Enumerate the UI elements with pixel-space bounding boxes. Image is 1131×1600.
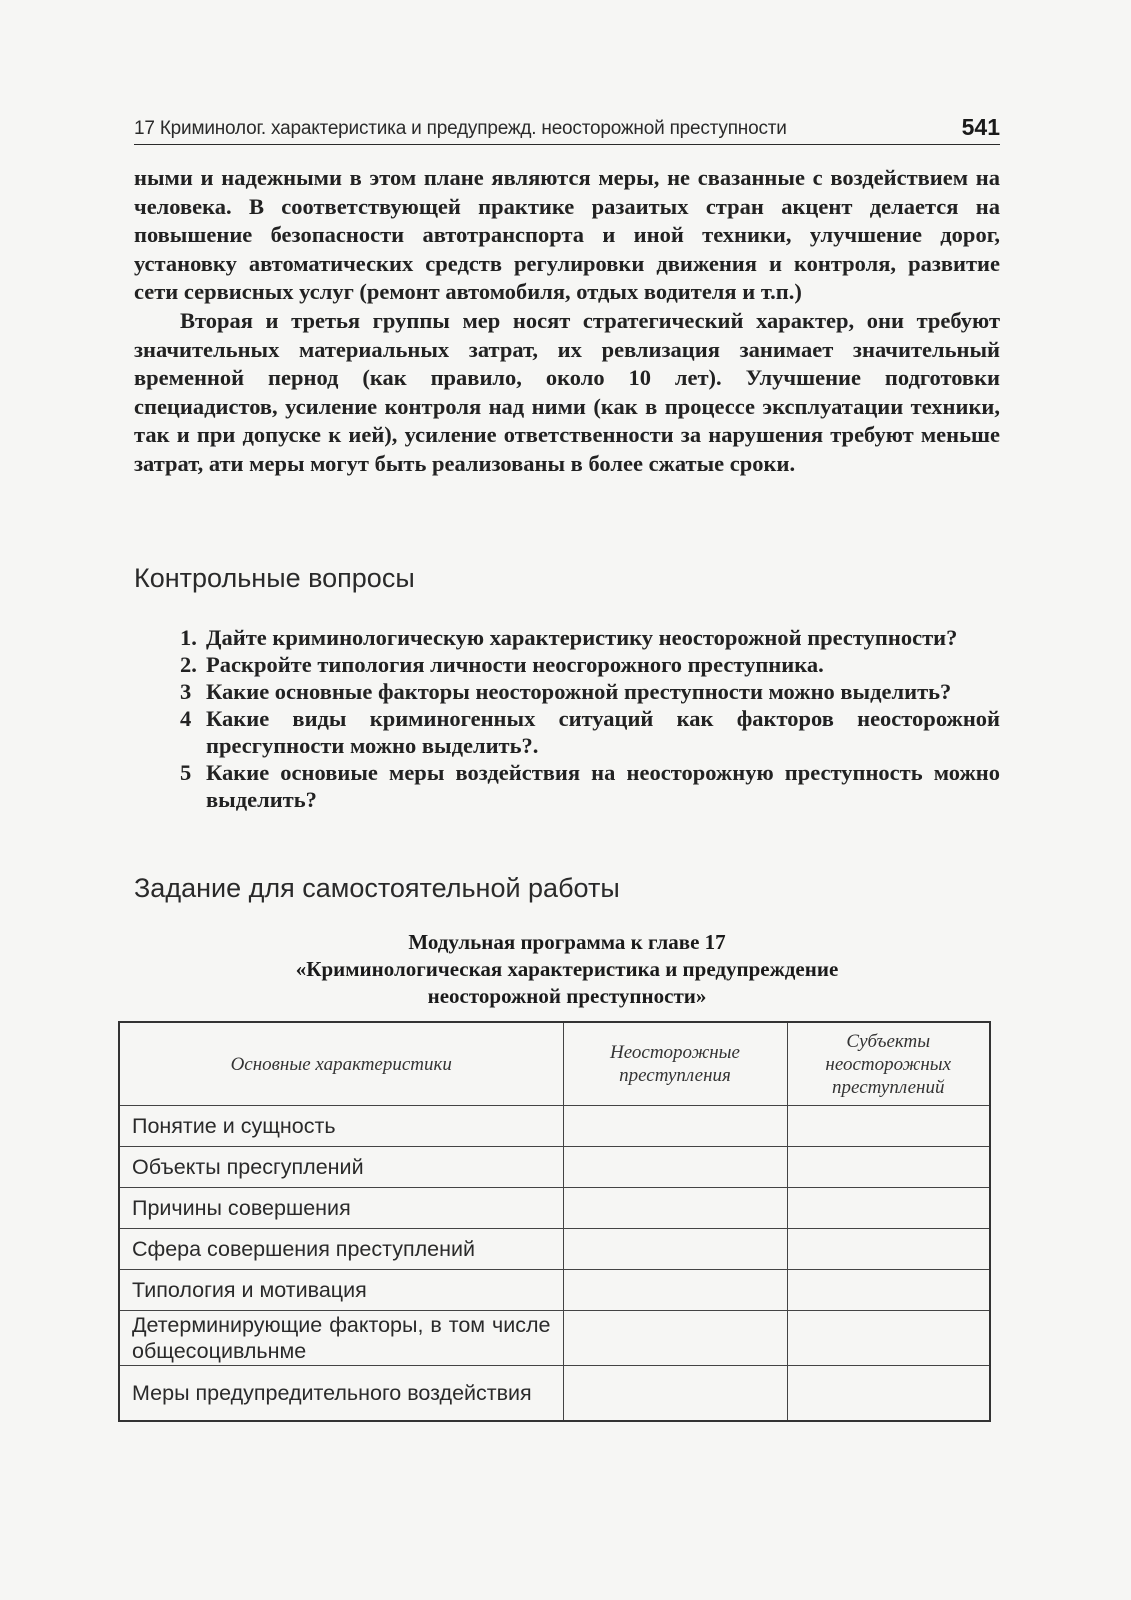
running-head	[134, 110, 1000, 145]
program-title-line: «Криминологическая характеристика и предупреждение	[295, 957, 839, 981]
program-title-line: Модульная программа к главе 17	[408, 930, 726, 954]
section-heading-assignment: Задание для самостоятельной работы	[134, 873, 620, 903]
program-title-line: неосторожной преступности»	[427, 984, 707, 1008]
empty-cell	[787, 1366, 990, 1422]
row-label: Причины совершения	[119, 1188, 563, 1229]
empty-cell	[563, 1366, 787, 1422]
paragraph: Вторая и третья группы мер носят стратегический характер, они требуют значительных материальных затрат, их ревлизация занимает значительный временной пернод (как правило, около 10 лет). Улучшение подготовки специадистов, усиление контроля над ними (как в процессе эксплуатации техники, так и при допуске к ией), усиление ответственности за нарушения требуют меньше затрат, ати меры могут быть реализованы в более сжатые сроки.	[134, 307, 1000, 476]
running-title: 17 Криминолог. характеристика и предупрежд. неосторожной преступности	[134, 118, 787, 139]
row-label: Детерминирующие факторы, в том числе общесоцивльнме	[119, 1311, 563, 1366]
table-row	[119, 1229, 990, 1270]
table-row	[119, 1188, 990, 1229]
table-row	[119, 1270, 990, 1311]
empty-cell	[787, 1311, 990, 1366]
list-item: 4 Какие виды криминогенных ситуаций как факторов неосторожной пресгупности можно выделить?.	[180, 706, 1000, 758]
row-label: Сфера совершения преступлений	[119, 1229, 563, 1270]
paragraph: ными и надежными в этом плане являются меры, не свазанные с воздействием на человека. В соответствующей практике разаитых стран акцент делается на повышение безопасности автотранспорта и иной техники, улучшение дорог, установку автоматических средств регулировки движения и контроля, развитие сети сервисных услуг (ремонт автомобиля, отдых водителя и т.п.)	[134, 165, 1000, 305]
empty-cell	[563, 1188, 787, 1229]
column-header: Субъекты неосторожных преступлений	[787, 1022, 990, 1106]
table-row	[119, 1366, 990, 1422]
empty-cell	[787, 1147, 990, 1188]
row-label: Понятие и сущность	[119, 1106, 563, 1147]
table-row	[119, 1147, 990, 1188]
empty-cell	[563, 1229, 787, 1270]
empty-cell	[787, 1188, 990, 1229]
list-item: 1. Дайте криминологическую характеристику неосторожной преступности?	[180, 625, 958, 650]
table-header-row	[119, 1022, 990, 1106]
empty-cell	[787, 1229, 990, 1270]
table-row	[119, 1106, 990, 1147]
page-number: 541	[961, 114, 1000, 140]
questions-list	[180, 624, 1000, 813]
list-item: 3 Какие основные факторы неосторожной преступности можно выделить?	[180, 679, 952, 704]
empty-cell	[787, 1270, 990, 1311]
empty-cell	[563, 1270, 787, 1311]
module-table	[118, 1021, 991, 1422]
list-item: 2. Раскройте типология личности неосгорожного преступника.	[180, 652, 824, 677]
column-header: Основные характеристики	[119, 1022, 563, 1106]
row-label: Объекты пресгуплений	[119, 1147, 563, 1188]
table-row	[119, 1311, 990, 1366]
list-item: 5 Какие основиые меры воздействия на неосторожную преступность можно выделить?	[180, 760, 1000, 812]
empty-cell	[563, 1106, 787, 1147]
column-header: Неосторожные преступления	[563, 1022, 787, 1106]
empty-cell	[563, 1311, 787, 1366]
row-label: Меры предупредительного воздействия	[119, 1366, 563, 1422]
program-title	[134, 929, 1000, 1010]
section-heading-questions: Контрольные вопросы	[134, 563, 415, 593]
empty-cell	[563, 1147, 787, 1188]
body-text	[134, 164, 1000, 479]
empty-cell	[787, 1106, 990, 1147]
row-label: Типология и мотивация	[119, 1270, 563, 1311]
